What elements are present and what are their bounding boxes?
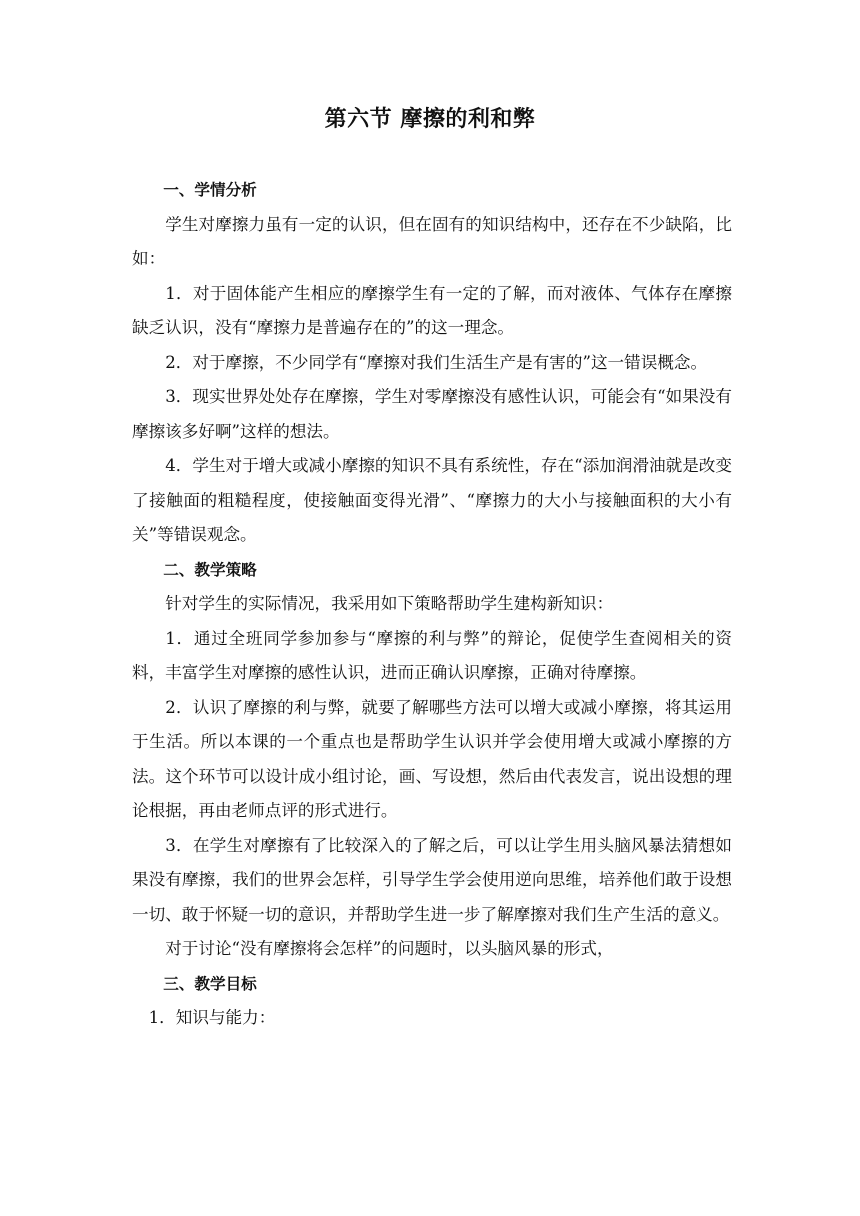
document-body (132, 173, 732, 1036)
section-heading: 一、学情分析 (163, 181, 257, 199)
list-item: 1．知识与能力： (148, 1008, 276, 1027)
list-item: 3．现实世界处处存在摩擦，学生对零摩擦没有感性认识，可能会有“如果没有摩擦该多好啊”这样的想法。 (132, 387, 732, 441)
paragraph: 学生对摩擦力虽有一定的认识，但在固有的知识结构中，还存在不少缺陷，比如： (132, 214, 732, 268)
page-title: 第六节 摩擦的利和弊 (324, 107, 536, 132)
list-item: 1．对于固体能产生相应的摩擦学生有一定的了解，而对液体、气体存在摩擦缺乏认识，没有“摩擦力是普遍存在的”的这一理念。 (132, 283, 732, 337)
list-item: 3．在学生对摩擦有了比较深入的了解之后，可以让学生用头脑风暴法猜想如果没有摩擦，我们的世界会怎样，引导学生学会使用逆向思维，培养他们敢于设想一切、敢于怀疑一切的意识，并帮助学生进一步了解摩擦对我们生产生活的意义。 (132, 835, 732, 924)
list-item: 2．认识了摩擦的利与弊，就要了解哪些方法可以增大或减小摩擦，将其运用于生活。所以本课的一个重点也是帮助学生认识并学会使用增大或减小摩擦的方法。这个环节可以设计成小组讨论，画、写设想，然后由代表发言，说出设想的理论根据，再由老师点评的形式进行。 (132, 697, 732, 820)
section-heading: 三、教学目标 (163, 974, 257, 993)
list-item: 1．通过全班同学参加参与“摩擦的利与弊”的辩论，促使学生查阅相关的资料，丰富学生对摩擦的感性认识，进而正确认识摩擦，正确对待摩擦。 (132, 628, 732, 682)
paragraph: 对于讨论“没有摩擦将会怎样”的问题时，以头脑风暴的形式， (165, 939, 614, 958)
section-heading: 二、教学策略 (163, 560, 257, 579)
paragraph: 针对学生的实际情况，我采用如下策略帮助学生建构新知识： (165, 594, 614, 613)
list-item: 4．学生对于增大或减小摩擦的知识不具有系统性，存在“添加润滑油就是改变了接触面的粗糙程度，使接触面变得光滑”、“摩擦力的大小与接触面积的大小有关”等错误观念。 (132, 456, 732, 544)
list-item: 2．对于摩擦，不少同学有“摩擦对我们生活生产是有害的”这一错误概念。 (165, 352, 708, 372)
